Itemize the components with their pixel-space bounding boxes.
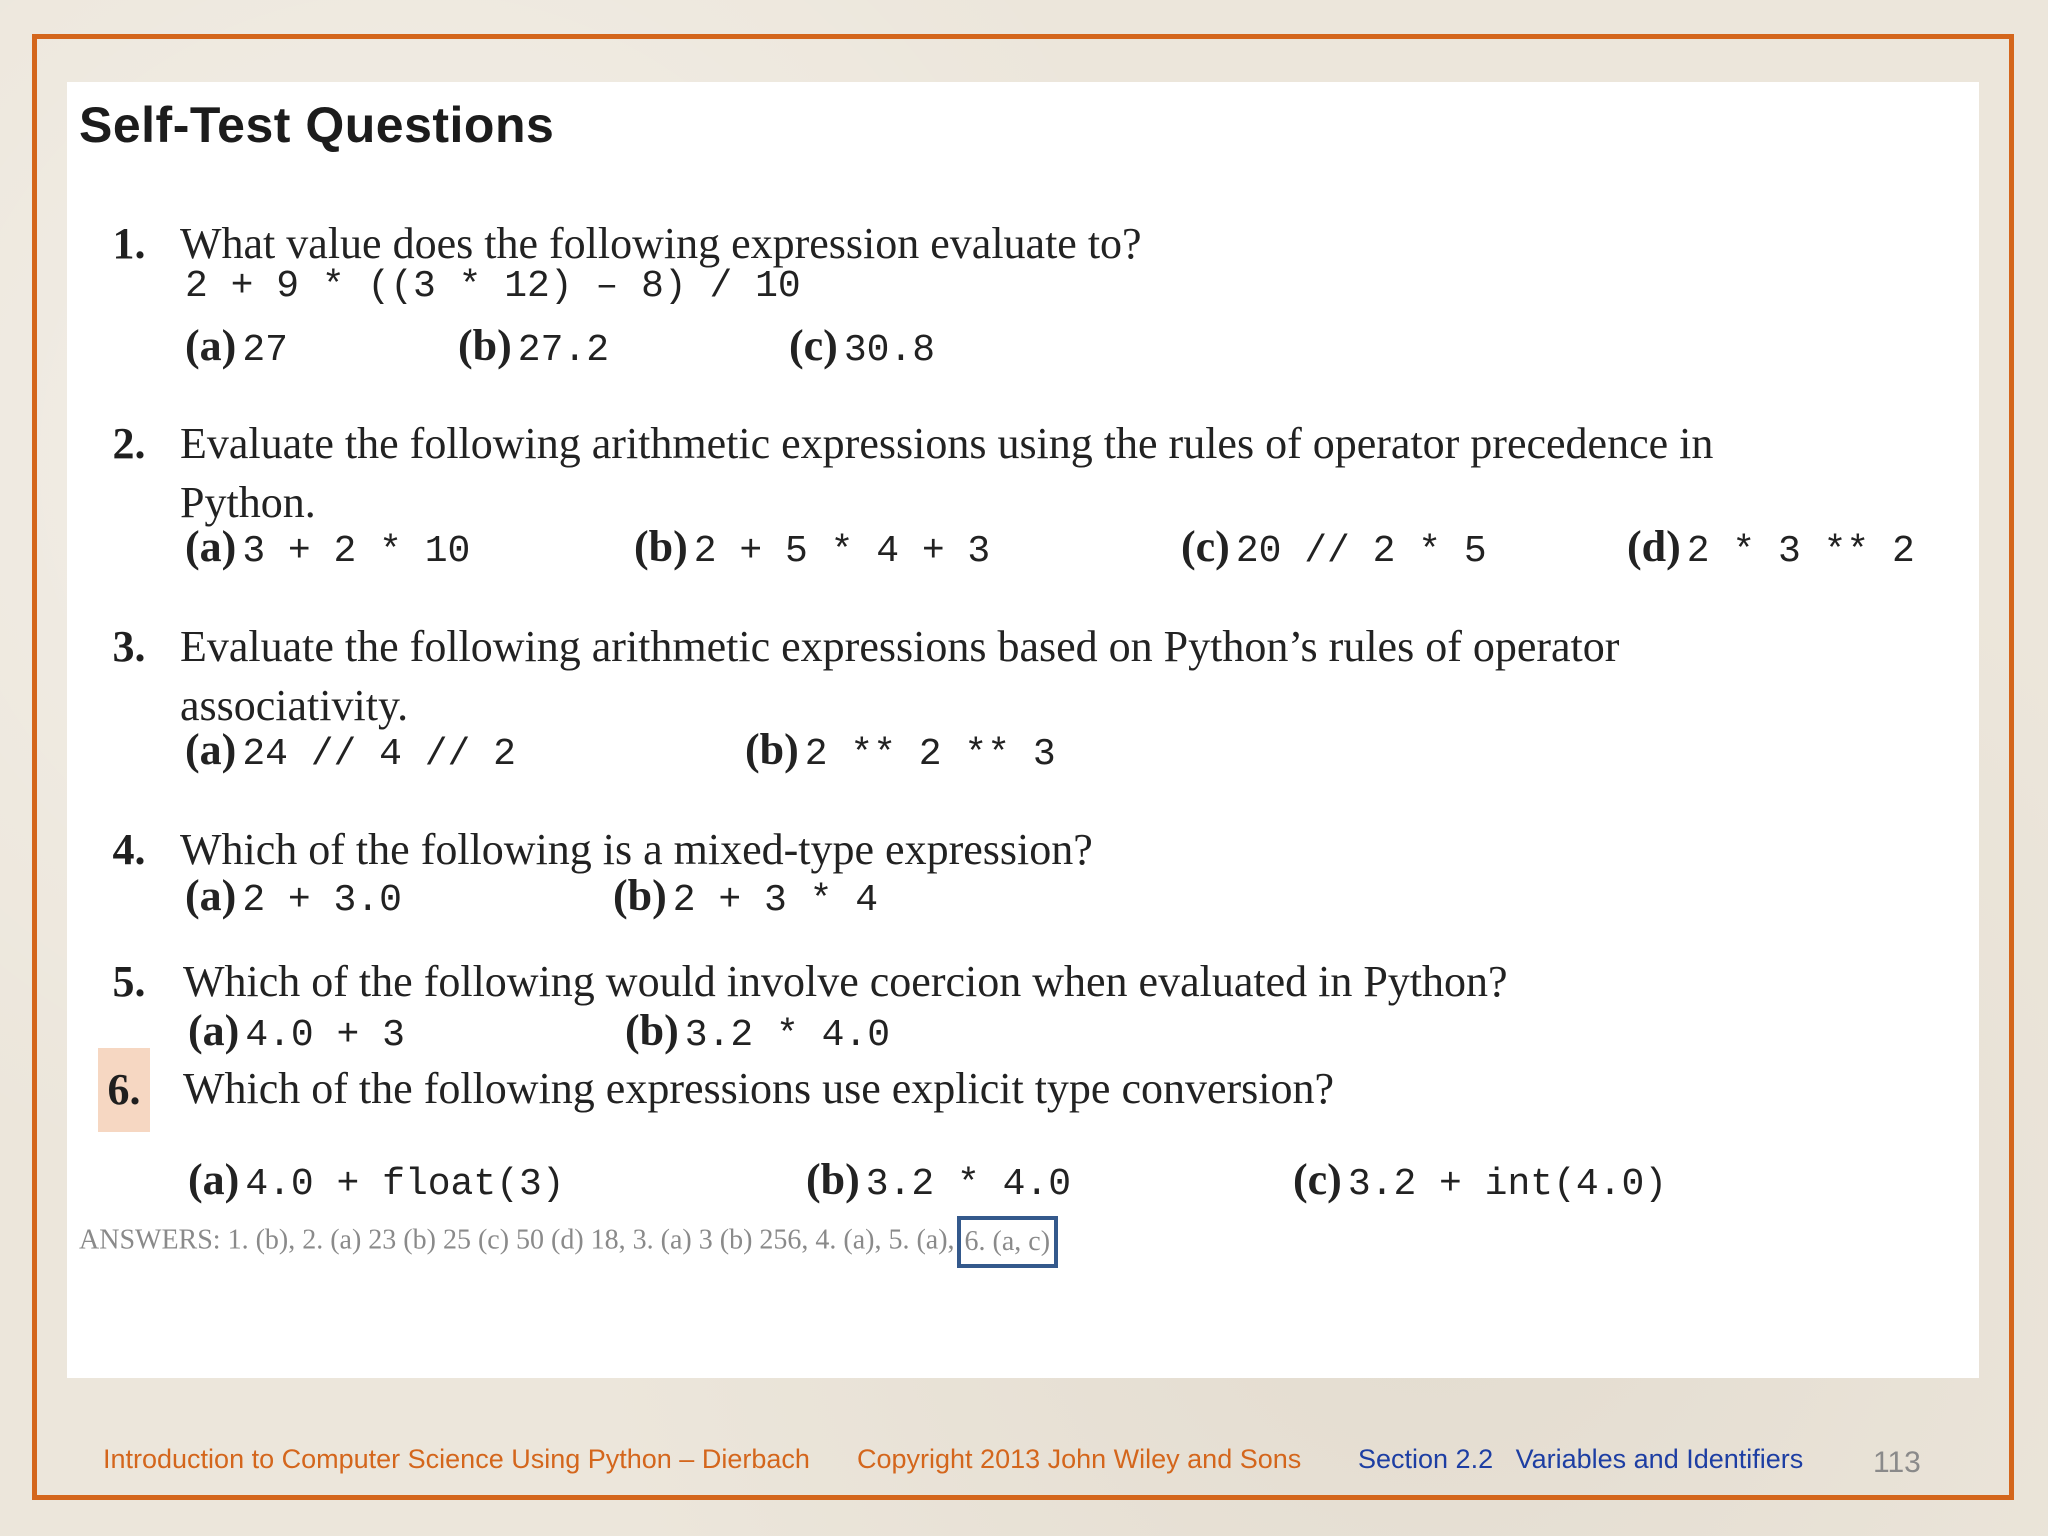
- option-a: (a) 4.0 + float(3): [188, 1155, 565, 1206]
- footer-section: Section 2.2 Variables and Identifiers: [1358, 1444, 1804, 1474]
- question-2-text-line-1: Evaluate the following arithmetic expressions using the rules of operator precedence in: [180, 419, 1714, 468]
- question-5-text: Which of the following would involve coercion when evaluated in Python?: [183, 957, 1508, 1006]
- answers-line: [79, 1216, 1058, 1268]
- content-panel: [67, 82, 1979, 1378]
- option-d: (d) 2 * 3 ** 2: [1627, 522, 1915, 573]
- option-a: (a) 27: [185, 321, 288, 372]
- footer-page-number: 113: [1873, 1446, 1921, 1479]
- option-b: (b) 3.2 * 4.0: [806, 1155, 1072, 1206]
- question-3-text-line-2: associativity.: [180, 681, 409, 730]
- option-a: (a) 24 // 4 // 2: [185, 725, 516, 776]
- question-3-text-line-1: Evaluate the following arithmetic expressions based on Python’s rules of operator: [180, 622, 1620, 671]
- option-b: (b) 3.2 * 4.0: [625, 1006, 891, 1057]
- option-b: (b) 27.2: [458, 321, 609, 372]
- question-6-text: Which of the following expressions use explicit type conversion?: [183, 1064, 1335, 1113]
- question-1-expression: 2 + 9 * ((3 * 12) – 8) / 10: [185, 265, 801, 308]
- option-a: (a) 3 + 2 * 10: [185, 522, 471, 573]
- option-c: (c) 30.8: [789, 321, 936, 372]
- option-a: (a) 4.0 + 3: [188, 1006, 405, 1057]
- option-c: (c) 20 // 2 * 5: [1181, 522, 1487, 573]
- option-b: (b) 2 + 5 * 4 + 3: [634, 522, 991, 573]
- footer-copyright: Copyright 2013 John Wiley and Sons: [857, 1444, 1302, 1474]
- question-1-number: 1.: [112, 219, 146, 268]
- question-1-text: What value does the following expression evaluate to?: [180, 219, 1142, 268]
- question-2-number: 2.: [112, 419, 146, 468]
- question-5-number: 5.: [112, 957, 146, 1006]
- question-3-number: 3.: [112, 622, 146, 671]
- footer-book-title: Introduction to Computer Science Using Python – Dierbach: [103, 1444, 810, 1474]
- answers-text: ANSWERS: 1. (b), 2. (a) 23 (b) 25 (c) 50 (d) 18, 3. (a) 3 (b) 256, 4. (a), 5. (a),: [79, 1224, 955, 1256]
- option-b: (b) 2 ** 2 ** 3: [745, 725, 1056, 776]
- page-title: Self-Test Questions: [79, 97, 555, 153]
- question-6-number: 6.: [98, 1048, 150, 1132]
- option-b: (b) 2 + 3 * 4: [613, 871, 879, 922]
- option-c: (c) 3.2 + int(4.0): [1293, 1155, 1668, 1206]
- question-4-text: Which of the following is a mixed-type expression?: [180, 825, 1093, 874]
- question-2-text-line-2: Python.: [180, 478, 316, 527]
- question-4-number: 4.: [112, 825, 146, 874]
- option-a: (a) 2 + 3.0: [185, 871, 402, 922]
- answer-6-highlight: 6. (a, c): [957, 1216, 1059, 1268]
